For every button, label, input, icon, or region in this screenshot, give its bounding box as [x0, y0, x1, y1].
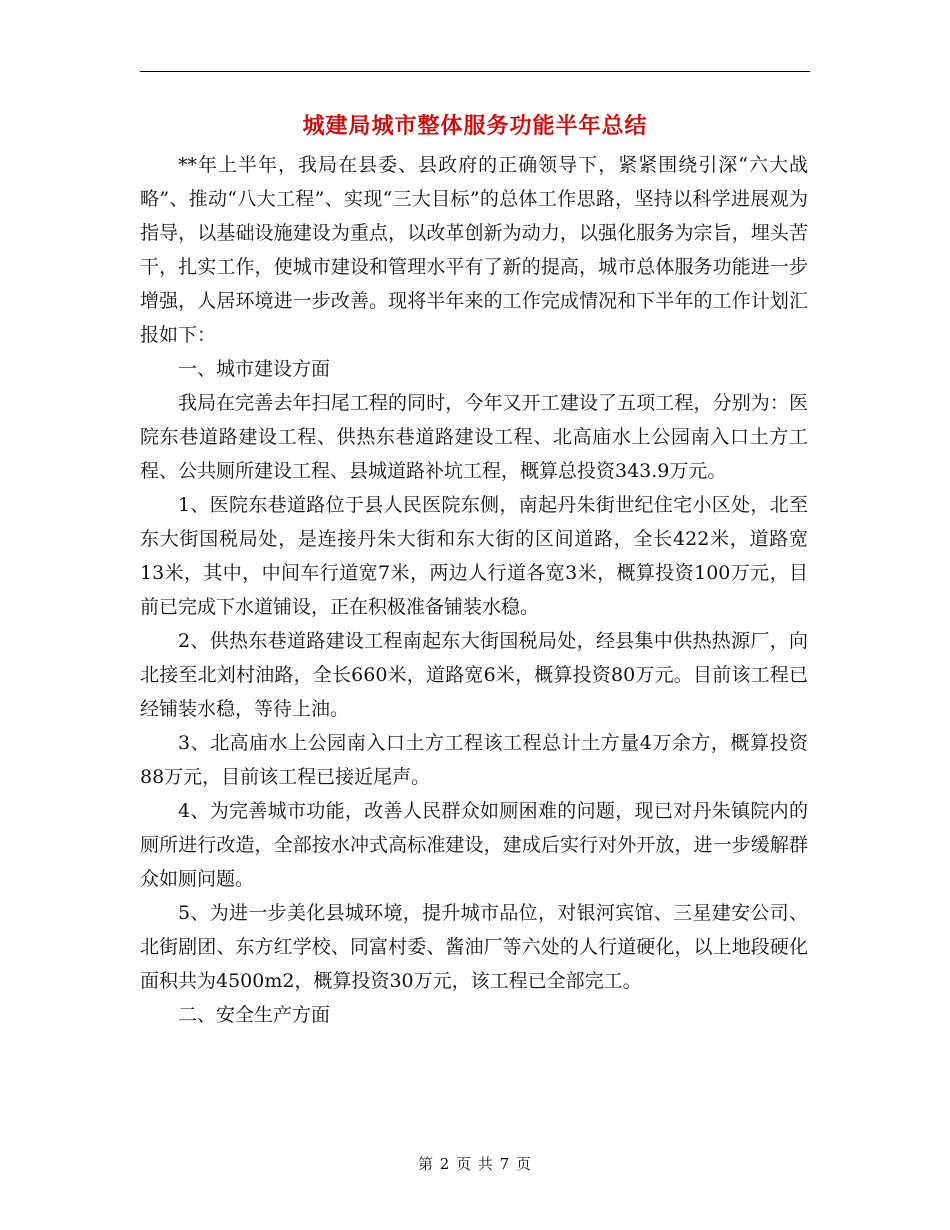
paragraph-intro: **年上半年，我局在县委、县政府的正确领导下，紧紧围绕引深“六大战略”、推动“八大工程”、实现“三大目标”的总体工作思路，坚持以科学进展观为指导，以基础设施建设为重点，以改革创新为动力，以强化服务为宗旨，埋头苦干，扎实工作，使城市建设和管理水平有了新的提高，城市总体服务功能进一步增强，人居环境进一步改善。现将半年来的工作完成情况和下半年的工作计划汇报如下： [140, 154, 808, 346]
document-body [140, 148, 808, 1032]
section-heading-safety: 二、安全生产方面 [178, 1004, 331, 1026]
paragraph-projects-overview: 我局在完善去年扫尾工程的同时，今年又开工建设了五项工程，分别为：医院东巷道路建设工程、供热东巷道路建设工程、北高庙水上公园南入口土方工程、公共厕所建设工程、县城道路补坑工程，概算总投资343.9万元。 [140, 392, 808, 482]
header-rule [140, 71, 810, 72]
document-title: 城建局城市整体服务功能半年总结 [302, 113, 648, 139]
paragraph-item-2: 2、供热东巷道路建设工程南起东大街国税局处，经县集中供热热源厂，向北接至北刘村油路，全长660米，道路宽6米，概算投资80万元。目前该工程已经铺装水稳，等待上油。 [140, 630, 808, 720]
paragraph-item-4: 4、为完善城市功能，改善人民群众如厕困难的问题，现已对丹朱镇院内的厕所进行改造，全部按水冲式高标准建设，建成后实行对外开放，进一步缓解群众如厕问题。 [140, 800, 808, 890]
paragraph-item-3: 3、北高庙水上公园南入口土方工程该工程总计土方量4万余方，概算投资88万元，目前该工程已接近尾声。 [140, 732, 808, 788]
page-number: 第 2 页 共 7 页 [418, 1155, 532, 1173]
section-heading-city-construction: 一、城市建设方面 [178, 358, 331, 380]
paragraph-item-1: 1、医院东巷道路位于县人民医院东侧，南起丹朱街世纪住宅小区处，北至东大街国税局处，是连接丹朱大街和东大街的区间道路，全长422米，道路宽13米，其中，中间车行道宽7米，两边人行道各宽3米，概算投资100万元，目前已完成下水道铺设，正在积极准备铺装水稳。 [140, 494, 808, 618]
paragraph-item-5: 5、为进一步美化县城环境，提升城市品位，对银河宾馆、三星建安公司、北街剧团、东方红学校、同富村委、酱油厂等六处的人行道硬化，以上地段硬化面积共为4500m2，概算投资30万元，该工程已全部完工。 [140, 902, 808, 992]
